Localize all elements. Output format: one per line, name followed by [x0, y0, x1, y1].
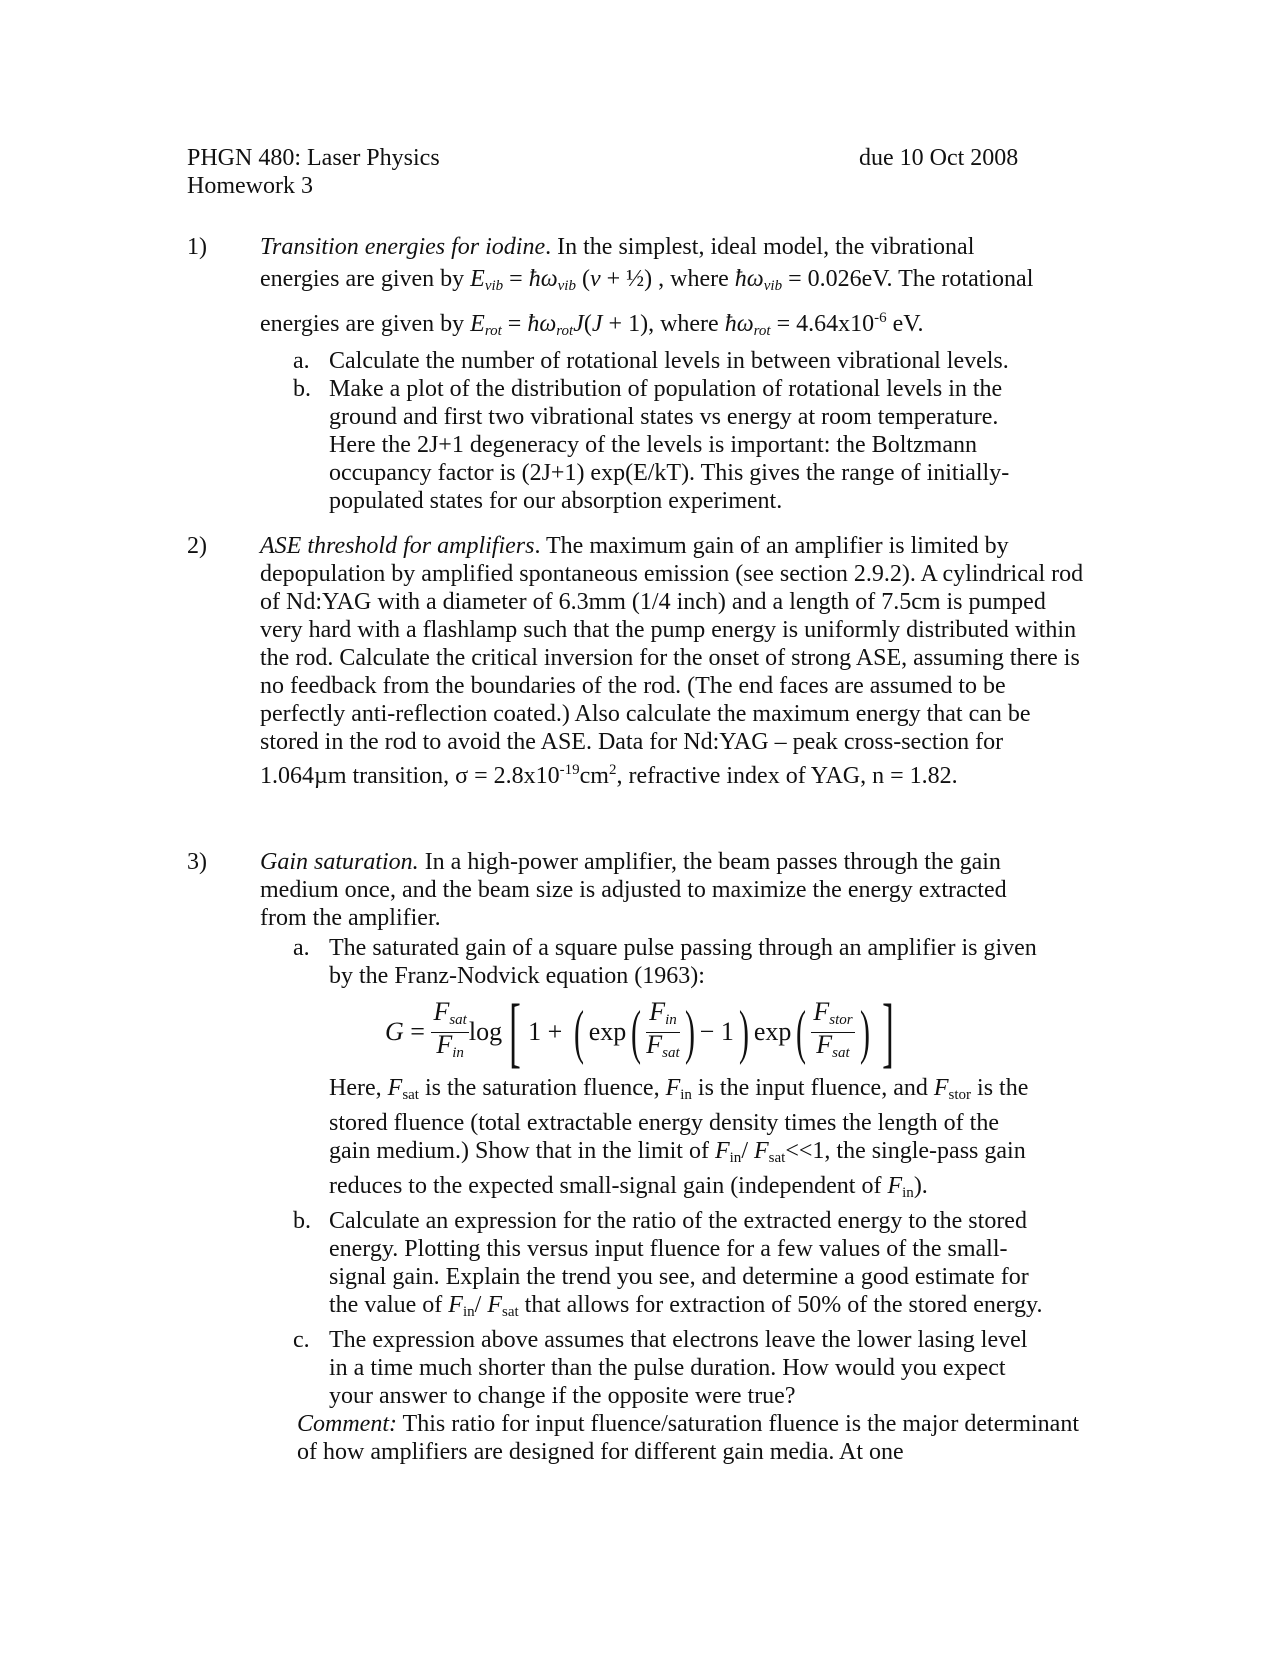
- problem-1: [187, 233, 1097, 515]
- problem-number: 2): [187, 533, 207, 559]
- problem-2-title: ASE threshold for amplifiers: [260, 533, 535, 559]
- problem-number: 1): [187, 234, 207, 260]
- problem-3-part-a-text: Here, Fsat is the saturation fluence, Fin is the input fluence, and Fstor is the stored fluence (total extractable energy density times the length of the gain medium.) Show that in the limit of Fin/ Fsat<<1, the single-pass gain reduces to the expected small-signal gain (independent of Fin).: [329, 1075, 1029, 1201]
- due-date: due 10 Oct 2008: [859, 145, 1019, 171]
- problem-1-line-2: energies are given by $E_{vib}$ = $ħ\omega_{vib}$ (v + ½) , where $ħ\omega_{vib} = 0.026eV$. The rotational: [260, 266, 1034, 294]
- problem-3: 3) Gain saturation. In a high-power amplifier, the beam passes through the gain medium once, and the beam size is adjusted to maximize the energy extracted from the amplifier. a. The saturated gain of a square pulse passing through an amplifier is given by the Franz-Nodvick equation (1963): G = $\frac{F_{sat}}{F_{in}}$ log [ 1 + ( exp ( $\frac{F_{in}}{F_{sat}}$ ) − 1 ) exp ( $\frac{F_{stor}}{F_{sat}}$ ) ] Here, Fsat is the saturation fluence, Fin is the input fluence, and Fstor is the stored fluence (total extractable energy density times the length of the gain medium.) Show that in the limit of Fin/ Fsat<<1, the single-pass gain reduces to the expected small-signal gain (independent of Fin). b. Calculate an expression for the ratio of the extracted energy to the stored energy. Plotting this versus input fluence for a few values of the small-signal gain. Explain the trend you see, and determine a good estimate for the value of Fin/ Fsat that allows for extraction of 50% of the stored energy. c. The expression above assumes that electrons leave the lower lasing level in a time much shorter than the pulse duration. How would you expect your answer to change if the opposite were true? Comment: This ratio for input fluence/saturation fluence is the major determinant of how amplifiers are designed for different gain media. At one: [187, 848, 1097, 1466]
- problem-2: 2) ASE threshold for amplifiers. The maximum gain of an amplifier is limited by depopulation by amplified spontaneous emission (see section 2.9.2). A cylindrical rod of Nd:YAG with a diameter of 6.3mm (1/4 inch) and a length of 7.5cm is pumped very hard with a flashlamp such that the pump energy is uniformly distributed within the rod. Calculate the critical inversion for the onset of strong ASE, assuming there is no feedback from the boundaries of the rod. (The end faces are assumed to be perfectly anti-reflection coated.) Also calculate the maximum energy that can be stored in the rod to avoid the ASE. Data for Nd:YAG – peak cross-section for 1.064µm transition, $\sigma = 2.8x10^{-19}cm^2$, refractive index of YAG, n = 1.82.: [187, 533, 1084, 789]
- problem-number: 3): [187, 849, 207, 875]
- homework-title: Homework 3: [187, 173, 313, 199]
- problem-1-part-a: a. Calculate the number of rotational levels in between vibrational levels.: [293, 348, 1009, 374]
- franz-nodvick-equation: G = $\frac{F_{sat}}{F_{in}}$ log [ 1 + ( exp ( $\frac{F_{in}}{F_{sat}}$ ) − 1 ) exp ( $\frac{F_{stor}}{F_{sat}}$ ) ]: [385, 988, 894, 1075]
- problem-3-part-b: b. Calculate an expression for the ratio of the extracted energy to the stored energy. Plotting this versus input fluence for a few values of the small-signal gain. Explain the trend you see, and determine a good estimate for the value of Fin/ Fsat that allows for extraction of 50% of the stored energy.: [293, 1208, 1043, 1320]
- problem-3-comment: Comment: This ratio for input fluence/saturation fluence is the major determinant of how amplifiers are designed for different gain media. At one: [297, 1411, 1079, 1465]
- course-title: PHGN 480: Laser Physics: [187, 145, 440, 171]
- problem-1-line-3: energies are given by $E_{rot}$ = $ħ\omega_{rot}J(J + 1)$, where $ħ\omega_{rot} = 4.64x10^{-6}$ eV.: [260, 310, 924, 339]
- problem-1-title: Transition energies for iodine: [260, 234, 546, 260]
- problem-3-part-a: a. The saturated gain of a square pulse passing through an amplifier is given by the Franz-Nodvick equation (1963): G = $\frac{F_{sat}}{F_{in}}$ log [ 1 + ( exp ( $\frac{F_{in}}{F_{sat}}$ ) − 1 ) exp ( $\frac{F_{stor}}{F_{sat}}$ ) ] Here, Fsat is the saturation fluence, Fin is the input fluence, and Fstor is the stored fluence (total extractable energy density times the length of the gain medium.) Show that in the limit of Fin/ Fsat<<1, the single-pass gain reduces to the expected small-signal gain (independent of Fin).: [293, 934, 1043, 1207]
- problem-3-part-c: c. The expression above assumes that electrons leave the lower lasing level in a time much shorter than the pulse duration. How would you expect your answer to change if the opposite were true?: [293, 1327, 1028, 1409]
- problem-3-title: Gain saturation.: [260, 849, 419, 875]
- problem-1-line-1: Transition energies for iodine. In the simplest, ideal model, the vibrational: [260, 234, 975, 260]
- problem-1-part-b: b. Make a plot of the distribution of population of rotational levels in the ground and first two vibrational states vs energy at room temperature. Here the 2J+1 degeneracy of the levels is important: the Boltzmann occupancy factor is (2J+1) exp(E/kT). This gives the range of initially-populated states for our absorption experiment.: [293, 376, 1010, 514]
